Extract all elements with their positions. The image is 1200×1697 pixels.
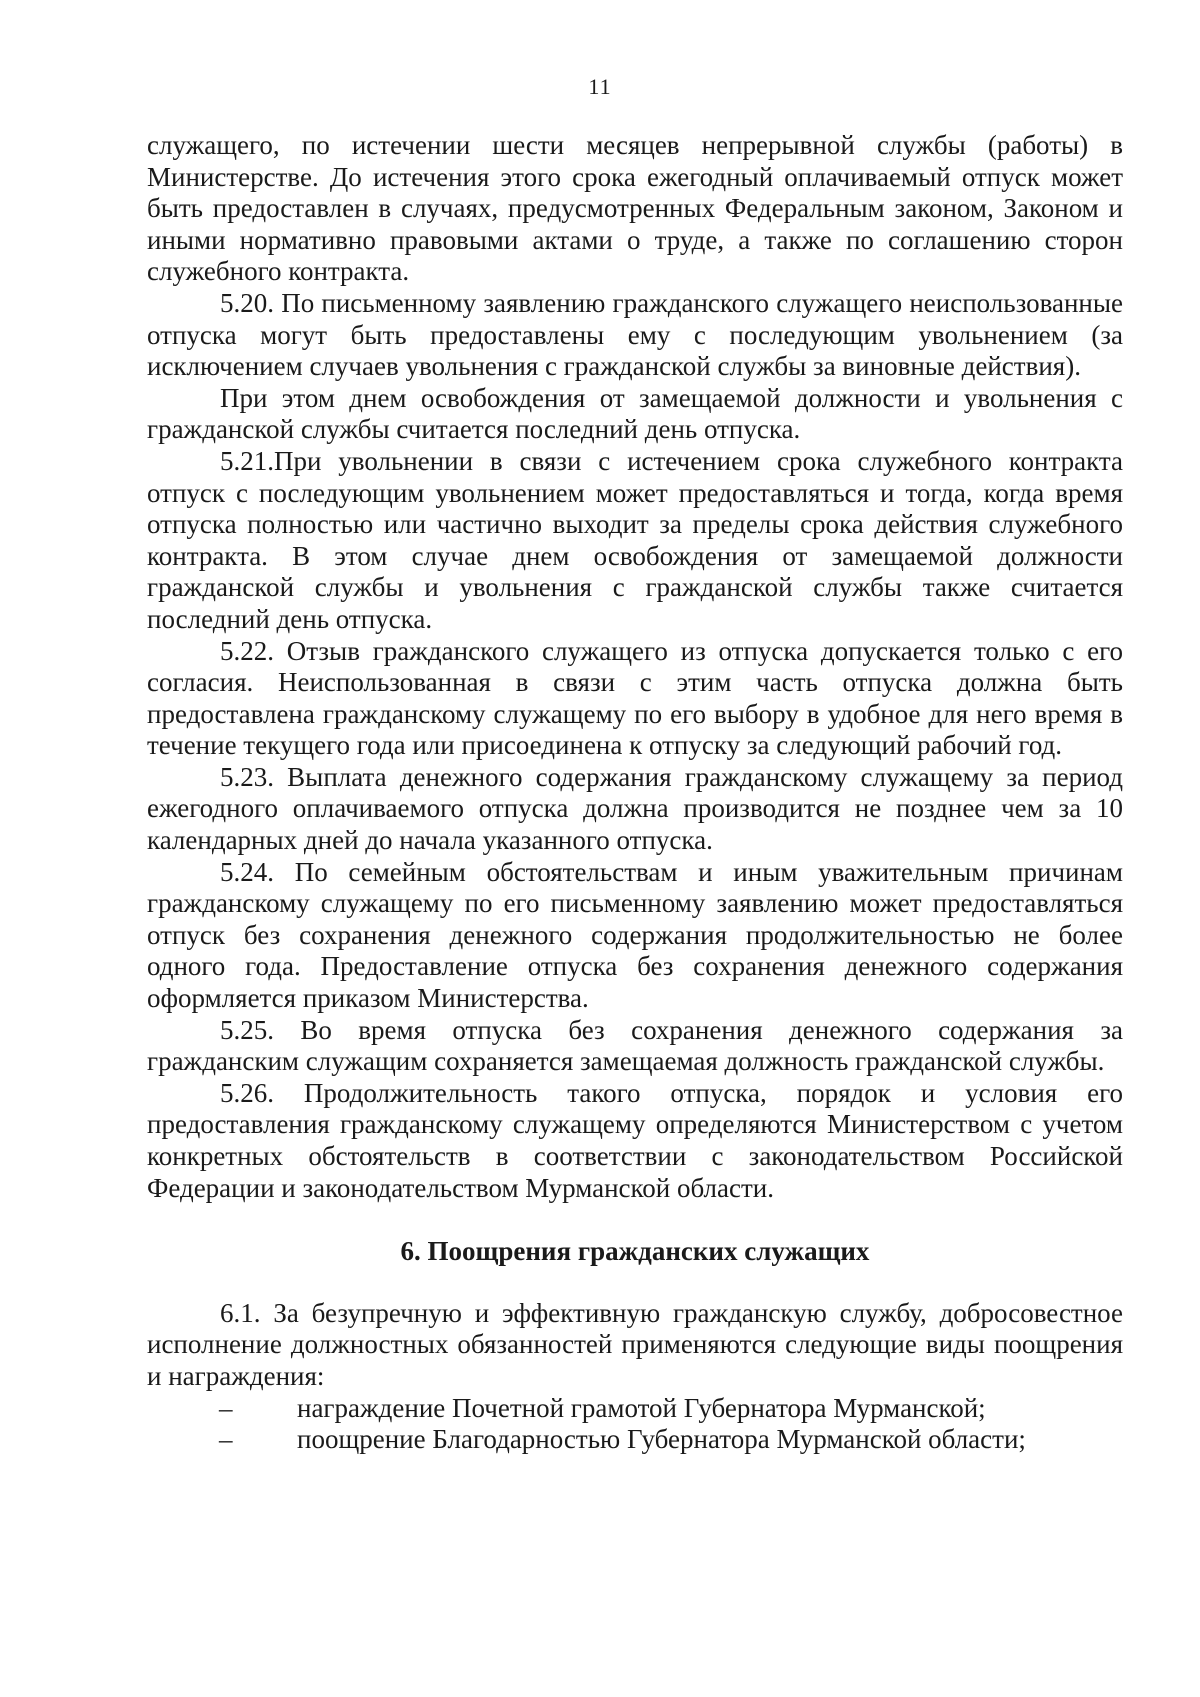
paragraph-5-24: 5.24. По семейным обстоятельствам и иным уважительным причинам гражданскому служащему по его письменному заявлению может предоставляться отпуск без сохранения денежного содержания продолжительностью не более одного года. Предоставление отпуска без сохранения денежного содержания оформляется приказом Министерства.: [147, 856, 1123, 1014]
list-dash: –: [219, 1392, 233, 1423]
section-heading: 6. Поощрения гражданских служащих: [400, 1236, 870, 1267]
paragraph-6-1: 6.1. За безупречную и эффективную гражданскую службу, добросовестное исполнение должностных обязанностей применяются следующие виды поощрения и награждения:: [147, 1297, 1123, 1391]
paragraph-5-21: 5.21.При увольнении в связи с истечением срока служебного контракта отпуск с последующим увольнением может предоставляться и тогда, когда время отпуска полностью или частично выходит за пределы срока действия служебного контракта. В этом случае днем освобождения от замещаемой должности гражданской службы и увольнения с гражданской службы также считается последний день отпуска.: [147, 445, 1123, 634]
paragraph-5-22: 5.22. Отзыв гражданского служащего из отпуска допускается только с его согласия. Неиспользованная в связи с этим часть отпуска должна быть предоставлена гражданскому служащему по его выбору в удобное для него время в течение текущего года или присоединена к отпуску за следующий рабочий год.: [147, 635, 1123, 761]
paragraph-5-25: 5.25. Во время отпуска без сохранения денежного содержания за гражданским служащим сохраняется замещаемая должность гражданской службы.: [147, 1014, 1123, 1077]
paragraph-5-26: 5.26. Продолжительность такого отпуска, порядок и условия его предоставления гражданскому служащему определяются Министерством с учетом конкретных обстоятельств в соответствии с законодательством Российской Федерации и законодательством Мурманской области.: [147, 1077, 1123, 1203]
paragraph-5-23: 5.23. Выплата денежного содержания гражданскому служащему за период ежегодного оплачиваемого отпуска должна производится не позднее чем за 10 календарных дней до начала указанного отпуска.: [147, 761, 1123, 856]
list-item-text: награждение Почетной грамотой Губернатора Мурманской;: [297, 1392, 986, 1423]
paragraph-continuation: служащего, по истечении шести месяцев непрерывной службы (работы) в Министерстве. До истечения этого срока ежегодный оплачиваемый отпуск может быть предоставлен в случаях, предусмотренных Федеральным законом, Законом и иными нормативно правовыми актами о труде, а также по соглашению сторон служебного контракта.: [147, 130, 1123, 287]
page-number: 11: [588, 74, 612, 99]
paragraph-5-20: 5.20. По письменному заявлению гражданского служащего неиспользованные отпуска могут быть предоставлены ему с последующим увольнением (за исключением случаев увольнения с гражданской службы за виновные действия).: [147, 287, 1123, 382]
document-body: [147, 130, 1123, 1456]
paragraph-5-20-note: При этом днем освобождения от замещаемой должности и увольнения с гражданской службы считается последний день отпуска.: [147, 382, 1123, 445]
list-item-text: поощрение Благодарностью Губернатора Мурманской области;: [297, 1424, 1026, 1455]
list-item: [147, 1424, 1123, 1456]
list-dash: –: [219, 1424, 233, 1455]
list-item: [147, 1393, 1123, 1425]
